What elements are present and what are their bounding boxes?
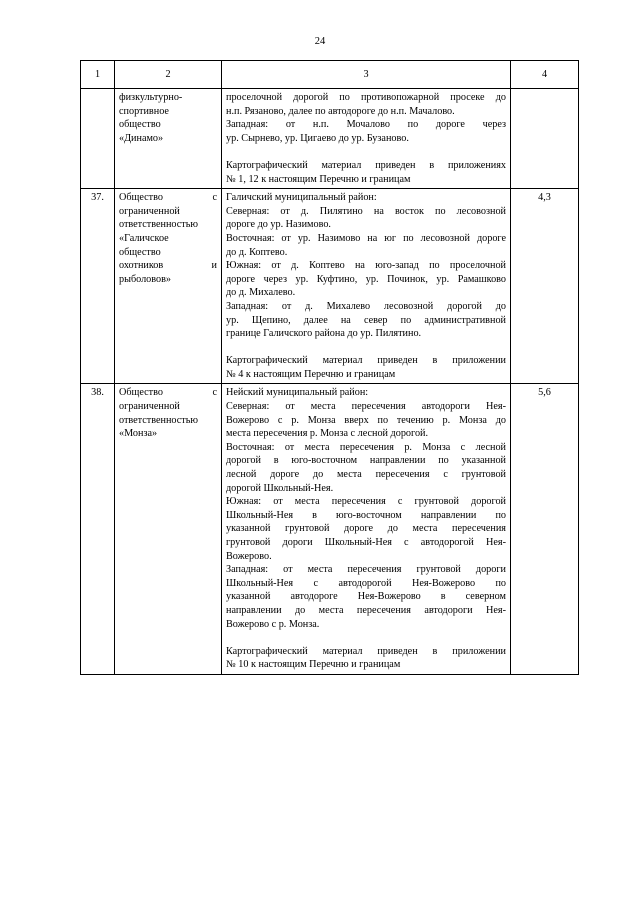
organization-line: «Монза» [119, 428, 158, 440]
column-header: 4 [511, 61, 579, 89]
description-line: ур. Сырнево, ур. Цигаево до ур. Бузаново. [226, 132, 409, 144]
column-header: 2 [115, 61, 222, 89]
boundary-description-cell [222, 189, 511, 384]
description-line: до д. Михалево. [226, 287, 296, 299]
description-line: № 1, 12 к настоящим Перечню и границам [226, 173, 411, 185]
description-line: Северная: от места пересечения автодороги Нея- [226, 401, 506, 413]
description-line: лесной дороге до места пересечения с грунтовой [226, 469, 506, 481]
organization-line: охотников и [119, 260, 217, 272]
organization-line: рыболовов» [119, 273, 171, 285]
paragraph-gap [226, 145, 506, 159]
description-line: Школьный-Нея с автодорогой Нея-Вожерово по [226, 577, 506, 589]
area-value [511, 89, 579, 189]
area-value: 5,6 [511, 384, 579, 674]
description-line: Галичский муниципальный район: [226, 192, 377, 204]
area-value: 4,3 [511, 189, 579, 384]
paragraph-gap [226, 341, 506, 355]
description-line: ур. Щепино, далее на север по административной [226, 314, 506, 326]
column-header: 3 [222, 61, 511, 89]
description-line: Картографический материал приведен в приложении [226, 355, 506, 367]
row-number: 37. [81, 189, 115, 384]
description-line: Нейский муниципальный район: [226, 387, 369, 399]
description-line: Восточная: от места пересечения р. Монза с лесной [226, 441, 506, 453]
boundary-description-cell [222, 384, 511, 674]
row-number [81, 89, 115, 189]
organization-line: ограниченной [119, 401, 180, 413]
description-line: Западная: от н.п. Мочалово по дороге через [226, 119, 506, 131]
table-row [81, 384, 579, 674]
column-header: 1 [81, 61, 115, 89]
description-line: места пересечения р. Монза с лесной дорогой. [226, 428, 429, 440]
table-body [81, 89, 579, 675]
table-row [81, 189, 579, 384]
description-line: Вожерово. [226, 550, 272, 562]
organization-line: спортивное [119, 105, 169, 117]
paragraph-gap [226, 631, 506, 645]
description-line: Южная: от д. Коптево на юго-запад по проселочной [226, 260, 506, 272]
table-row [81, 89, 579, 189]
description-line: № 10 к настоящим Перечню и границам [226, 659, 401, 671]
organization-cell [115, 89, 222, 189]
description-line: Западная: от д. Михалево лесовозной дорогой до [226, 300, 506, 312]
organization-line: общество [119, 119, 161, 131]
description-line: дорогой Школьный-Нея. [226, 482, 334, 494]
organization-cell [115, 189, 222, 384]
description-line: грунтовой дороги Школьный-Нея с автодорогой Нея- [226, 537, 506, 548]
description-line: дороге до ур. Назимово. [226, 219, 331, 231]
organization-line: ограниченной [119, 205, 180, 217]
organization-line: «Динамо» [119, 132, 164, 144]
organization-line: физкультурно- [119, 92, 183, 103]
organization-line: общество [119, 246, 161, 258]
row-number: 38. [81, 384, 115, 674]
page-number: 24 [314, 36, 326, 47]
description-line: Картографический материал приведен в приложении [226, 645, 506, 657]
organization-line: Общество с [119, 192, 217, 204]
description-line: Вожерово с р. Монза. [226, 618, 320, 630]
hunting-grounds-table [80, 60, 579, 675]
organization-line: Общество с [119, 387, 217, 399]
description-line: Западная: от места пересечения грунтовой дороги [226, 564, 506, 576]
description-line: № 4 к настоящим Перечню и границам [226, 368, 396, 380]
description-line: проселочной дорогой по противопожарной просеке до [226, 92, 506, 103]
description-line: указанной грунтовой дороге до места пересечения [226, 523, 506, 535]
description-line: до д. Коптево. [226, 246, 288, 258]
description-line: Южная: от места пересечения с грунтовой дорогой [226, 496, 506, 508]
description-line: указанной автодороге Нея-Вожерово в северном [226, 591, 506, 603]
description-line: Восточная: от ур. Назимово на юг по лесовозной дороге [226, 232, 506, 244]
table-header-row [81, 61, 579, 89]
description-line: Школьный-Нея в юго-восточном направлении по [226, 509, 506, 521]
description-line: Северная: от д. Пилятино на восток по лесовозной [226, 205, 506, 217]
description-line: направлении до места пересечения автодороги Нея- [226, 604, 506, 616]
description-line: Вожерово с р. Монза вверх по течению р. Монза до [226, 414, 506, 426]
organization-line: «Галичское [119, 232, 169, 244]
description-line: н.п. Рязаново, далее по автодороге до н.п. Мачалово. [226, 105, 455, 117]
organization-line: ответственностью [119, 414, 198, 426]
boundary-description-cell [222, 89, 511, 189]
organization-cell [115, 384, 222, 674]
description-line: дороге через ур. Куфтино, ур. Починок, ур. Рамашково [226, 273, 506, 285]
description-line: Картографический материал приведен в приложениях [226, 159, 506, 171]
description-line: границе Галичского района до ур. Пилятино. [226, 328, 422, 340]
organization-line: ответственностью [119, 219, 198, 231]
description-line: дорогой в юго-восточном направлении по указанной [226, 455, 506, 467]
